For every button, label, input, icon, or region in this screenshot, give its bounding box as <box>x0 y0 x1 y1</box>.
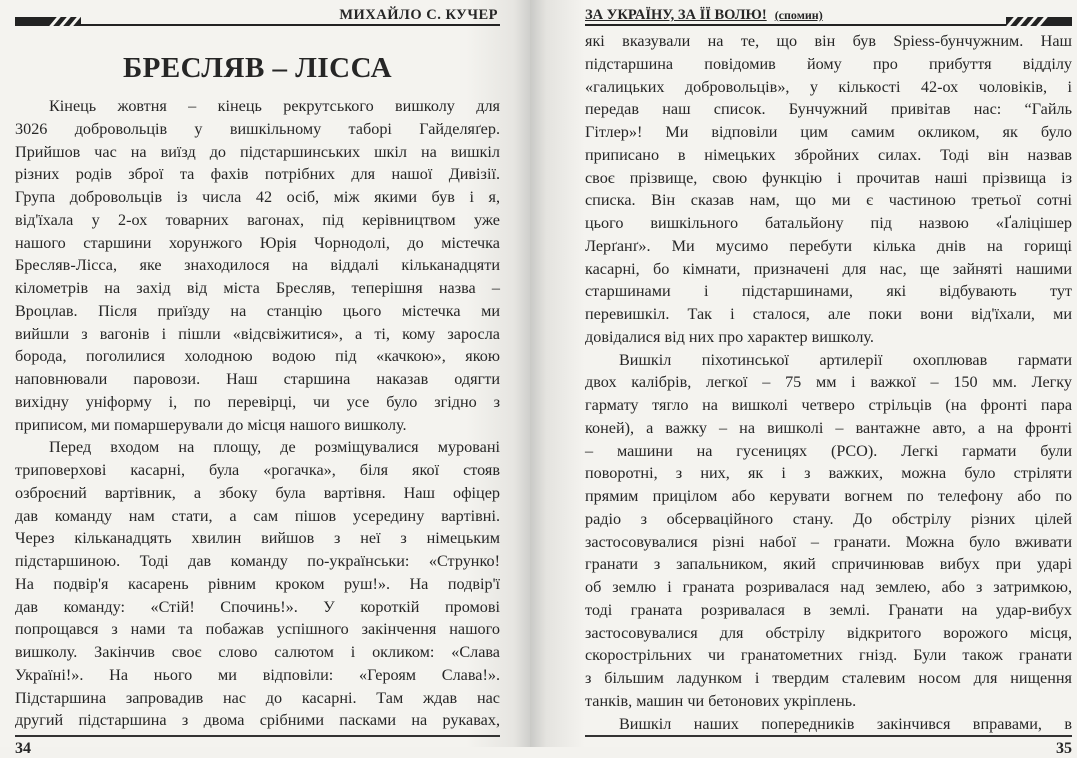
text-line: Бресляв-Лісса, яке знаходилося на віддалі кільканадцяти <box>15 256 500 275</box>
text-line: з більшим ладунком і твердим сталевим носом для нищення <box>585 669 1072 687</box>
running-header <box>585 4 1072 26</box>
body-text <box>585 30 1072 735</box>
text-line: тоді граната розривалася в землі. Гранати на удар-вибух <box>585 600 1072 619</box>
text-line: другий підстаршина з двома срібними пасками на рукавах, <box>15 711 500 730</box>
book-subtitle: (спомин) <box>774 8 823 22</box>
header-ornament <box>15 17 81 26</box>
text-line: Вишкіл наших попередників закінчився вправами, в <box>619 714 1072 733</box>
text-line: старшинами і підстаршинами, які відбувають тут <box>585 282 1072 301</box>
text-line: дав команду: «Стій! Спочинь!». У короткій промові <box>15 597 500 616</box>
author-name: МИХАЙЛО С. КУЧЕР <box>339 7 498 23</box>
text-line: дав команду нам стати, а сам пішов усередину вартівні. <box>15 506 500 525</box>
text-line: Україні!». На нього ми відповіли: «Героям Слава!». <box>15 665 500 684</box>
text-line: прямим прицілом або керувати вогнем по телефону або по <box>585 487 1072 505</box>
text-line: довідалися від них про характер вишколу. <box>585 327 874 346</box>
book-title-text: ЗА УКРАЇНУ, ЗА ЇЇ ВОЛЮ! <box>585 7 767 23</box>
text-line: списка. Він сказав нам, що ми є частиною третьої сотні <box>585 191 1072 210</box>
text-line: від'їхала у 2-ох товарних вагонах, під керівництвом уже <box>15 210 500 229</box>
text-line: гранати з запальником, який спричинював вибух при ударі <box>585 555 1072 574</box>
text-line: підстаршиною. Тоді дав команду по-українськи: «Струнко! <box>15 552 500 570</box>
header-ornament <box>1006 17 1072 26</box>
text-line: гармату тягло на вишколі четверо стрільців (на фронті пара <box>585 396 1072 414</box>
text-line: триповерхові касарні, була «рогачка», біля якої стояв <box>15 461 500 479</box>
page-number: 35 <box>1056 740 1072 757</box>
text-line: борода, поголилися холодною водою під «качкою», якою <box>15 347 500 366</box>
text-line: 3026 добровольців у вишкільному таборі Гайделяґер. <box>15 119 500 138</box>
text-line: вийшли з вагонів і пішли «відсвіжитися», а ті, кому заросла <box>15 324 500 343</box>
text-line: які вказували на те, що він був Spiess-бунчужним. Наш <box>585 32 1072 50</box>
text-line: застосовувалися різні набої – гранати. Можна було вживати <box>585 532 1072 551</box>
text-line: попрощався з нами та побажав успішного закінчення нашого <box>15 620 500 639</box>
text-line: На подвір'я касарень рівним кроком руш!». На подвір'ї <box>15 574 500 593</box>
text-line: Вроцлав. Після приїзду на станцію цього містечка ми <box>15 301 500 320</box>
footer-rule <box>585 735 1072 737</box>
text-line: цього вишкільного батальйону під назвою «Ґаліцішер <box>585 214 1072 232</box>
text-line: нашого старшини хорунжого Юрія Чорнодолі, до містечка <box>15 233 500 252</box>
text-line: Через кільканадцять хвилин вийшов з неї з німецьким <box>15 529 500 548</box>
text-line: Лерґанґ». Ми мусимо перебути кілька днів на горищі <box>585 236 1072 255</box>
text-line: вихідну уніформу і, по перевірці, чи усе було згідно з <box>15 392 500 411</box>
text-line: передав наш список. Бунчужний привітав нас: “Гайль <box>585 100 1072 119</box>
text-line: «галицьких добровольців», у кількості 42-ох чоловіків, і <box>585 77 1072 96</box>
body-text <box>15 95 500 732</box>
text-line: перевишкіл. Так і сталося, але поки вони від'їхали, ми <box>585 305 1072 323</box>
text-line: різних родів зброї та фахів потрібних для нашої Дивізії. <box>15 165 500 184</box>
text-line: наповнювали паровози. Наш старшина наказав одягти <box>15 370 500 388</box>
running-header <box>15 4 500 26</box>
footer-rule <box>15 735 500 737</box>
text-line: скорострільних чи гранатометних гнізд. Були також гранати <box>585 646 1072 665</box>
text-line: приписано в німецьких збройних силах. Тоді він назвав <box>585 145 1072 164</box>
text-line: Гітлер»! Ми відповіли цим самим окликом, як було <box>585 123 1072 141</box>
text-line: Вишкіл піхотинської артилерії охоплював гармати <box>619 350 1072 369</box>
text-line: Кінець жовтня – кінець рекрутського вишколу для <box>49 97 500 115</box>
left-page <box>0 0 530 757</box>
text-line: підстаршина повідомив йому про прибуття відділу <box>585 54 1072 73</box>
text-line: поворотні, з них, як і з важких, можна було стріляти <box>585 464 1072 483</box>
chapter-title: БРЕСЛЯВ – ЛІССА <box>122 52 393 84</box>
page-number: 34 <box>15 740 31 757</box>
text-line: об землю і граната розривалася над землею, або з затримкою, <box>585 578 1072 596</box>
text-line: своє прізвище, свою функцію і прочитав наші прізвища із <box>585 168 1072 187</box>
text-line: радіо з обсерваційного стану. До обстрілу різних цілей <box>585 509 1072 528</box>
text-line: Прийшов час на виїзд до підстаршинських шкіл на вишкіл <box>15 142 500 161</box>
text-line: застосовувалися для обстрілу відкритого ворожого місця, <box>585 623 1072 642</box>
text-line: Група добровольців із числа 42 осіб, між якими був і я, <box>15 188 500 206</box>
text-line: приписом, ми помаршерували до місця нашого вишколу. <box>15 415 407 434</box>
text-line: кілометрів на захід від міста Бресляв, теперішня назва – <box>15 279 500 297</box>
text-line: Перед входом на площу, де розміщувалися муровані <box>49 438 500 457</box>
text-line: – машини на гусеницях (PCO). Легкі гармати були <box>585 441 1072 460</box>
text-line: касарні, бо кімнати, призначені для нас, ще зайняті нашими <box>585 259 1072 278</box>
text-line: Підстаршина запровадив нас до касарні. Там ждав нас <box>15 688 500 707</box>
text-line: озброєний вартівник, а збоку була вартівня. Наш офіцер <box>15 483 500 502</box>
text-line: коней), а важку – на вишколі – вантажне авто, а на фронті <box>585 418 1072 437</box>
book-title <box>585 7 823 24</box>
text-line: вишколу. Закінчив своє слово салютом і окликом: «Слава <box>15 643 500 661</box>
right-page <box>530 0 1077 757</box>
text-line: двох калібрів, легкої – 75 мм і важкої – 150 мм. Легку <box>585 373 1072 392</box>
text-line: танків, машин чи бетонових укріплень. <box>585 691 857 710</box>
